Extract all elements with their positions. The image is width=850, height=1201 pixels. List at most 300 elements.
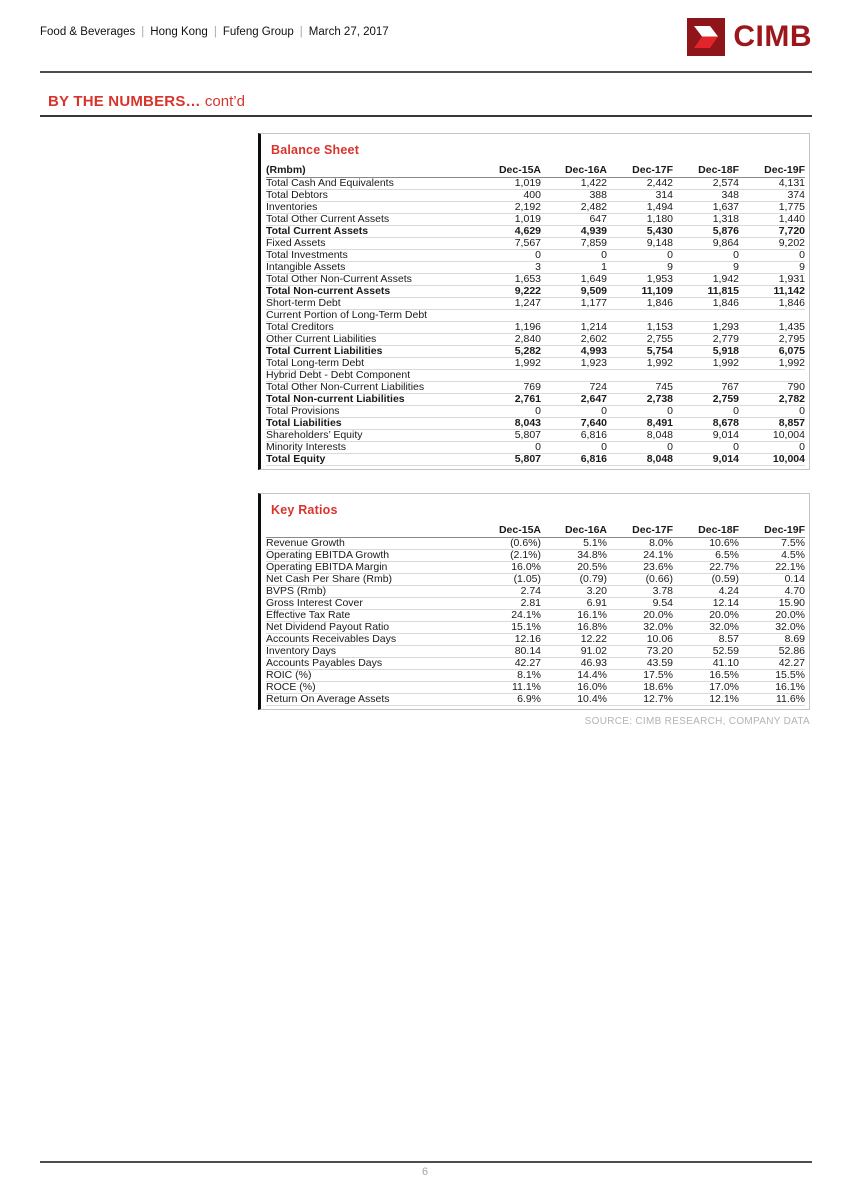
cell-value: 9,014 [673,453,739,465]
cell-value: 2,761 [475,393,541,405]
cell-value: 5,876 [673,225,739,237]
cell-value: 15.5% [739,669,805,681]
cell-value: 1,992 [739,357,805,369]
column-header: Dec-15A [475,164,541,177]
row-label: Short-term Debt [266,297,475,309]
section-divider [40,115,812,117]
cell-value [739,309,805,321]
cell-value: 4,939 [541,225,607,237]
row-label: Total Investments [266,249,475,261]
cell-value: 2,574 [673,177,739,189]
cell-value: 15.1% [475,621,541,633]
row-label: Revenue Growth [266,537,475,549]
cell-value: 1,846 [739,297,805,309]
cell-value: 8.1% [475,669,541,681]
cell-value: 5,282 [475,345,541,357]
cell-value: 8.0% [607,537,673,549]
cell-value: 1,293 [673,321,739,333]
row-label: Total Current Liabilities [266,345,475,357]
cell-value: 7,859 [541,237,607,249]
cell-value [673,369,739,381]
cell-value: 1,846 [673,297,739,309]
key-ratios-table [258,493,810,710]
cell-value: 1,435 [739,321,805,333]
cell-value: 9,202 [739,237,805,249]
row-label: Accounts Payables Days [266,657,475,669]
cell-value: 1,942 [673,273,739,285]
table-row [266,537,805,549]
cell-value: 16.1% [541,609,607,621]
cell-value: 20.0% [673,609,739,621]
cell-value: 0 [739,249,805,261]
cell-value: 4.24 [673,585,739,597]
cell-value: 52.59 [673,645,739,657]
column-header: Dec-18F [673,524,739,537]
cell-value: (0.79) [541,573,607,585]
table-row [266,321,805,333]
cell-value [475,309,541,321]
row-label: Inventories [266,201,475,213]
cell-value: 24.1% [607,549,673,561]
cell-value: 1,318 [673,213,739,225]
row-label: Accounts Receivables Days [266,633,475,645]
cell-value: 1,953 [607,273,673,285]
table-row [266,609,805,621]
cell-value: 1,846 [607,297,673,309]
row-label: Operating EBITDA Growth [266,549,475,561]
cell-value: 43.59 [607,657,673,669]
table-row [266,693,805,705]
cell-value: 24.1% [475,609,541,621]
column-header-row [266,164,805,177]
cell-value: 4,629 [475,225,541,237]
section-heading-suffix: cont’d [204,93,245,110]
cell-value: (2.1%) [475,549,541,561]
cell-value: 0 [475,441,541,453]
cell-value: 7,720 [739,225,805,237]
breadcrumb-separator: | [141,26,145,38]
cell-value: 0 [739,405,805,417]
cell-value: 0 [475,249,541,261]
unit-label [266,524,475,537]
row-label: Total Other Current Assets [266,213,475,225]
cell-value: 46.93 [541,657,607,669]
cell-value: 314 [607,189,673,201]
cell-value: 8,857 [739,417,805,429]
table-row [266,225,805,237]
table-row [266,453,805,465]
table-row [266,621,805,633]
cell-value: 22.1% [739,561,805,573]
cell-value: 0 [475,405,541,417]
row-label: Total Debtors [266,189,475,201]
row-label: Effective Tax Rate [266,609,475,621]
cell-value: 11,142 [739,285,805,297]
cell-value: 1,019 [475,177,541,189]
cell-value: 7,567 [475,237,541,249]
cell-value: 4.70 [739,585,805,597]
breadcrumb-separator: | [299,26,303,38]
breadcrumb-item-sector: Food & Beverages [40,26,136,38]
cell-value: 20.0% [739,609,805,621]
cell-value: 5,807 [475,453,541,465]
table-row [266,201,805,213]
cell-value: 1,440 [739,213,805,225]
cell-value: 1,931 [739,273,805,285]
balance-sheet-title: Balance Sheet [271,143,360,157]
cell-value: 91.02 [541,645,607,657]
cell-value: 41.10 [673,657,739,669]
cell-value: 647 [541,213,607,225]
table-row [266,177,805,189]
cell-value: 1,992 [673,357,739,369]
cell-value: 10.6% [673,537,739,549]
breadcrumb-item-region: Hong Kong [150,26,208,38]
cell-value: 42.27 [475,657,541,669]
cell-value: 1,180 [607,213,673,225]
cell-value: 15.90 [739,597,805,609]
cell-value: 9,148 [607,237,673,249]
section-heading [48,93,245,110]
cell-value: 9 [739,261,805,273]
cell-value: 0.14 [739,573,805,585]
cell-value: 2,779 [673,333,739,345]
cell-value: 2,738 [607,393,673,405]
row-label: ROIC (%) [266,669,475,681]
cell-value: 1,494 [607,201,673,213]
column-header: Dec-15A [475,524,541,537]
cell-value: 16.1% [739,681,805,693]
cell-value: 2,782 [739,393,805,405]
section-heading-bold: BY THE NUMBERS… [48,93,201,110]
column-header: Dec-19F [739,524,805,537]
breadcrumb-item-company: Fufeng Group [222,26,294,38]
cell-value: 2,755 [607,333,673,345]
cimb-logo-text: CIMB [733,20,812,53]
cell-value: 9 [673,261,739,273]
row-label: Net Cash Per Share (Rmb) [266,573,475,585]
table-row [266,417,805,429]
table-row [266,273,805,285]
cell-value: 0 [673,405,739,417]
row-label: Minority Interests [266,441,475,453]
cell-value: 9,509 [541,285,607,297]
cell-value: 8.69 [739,633,805,645]
cell-value: 790 [739,381,805,393]
unit-label: (Rmbm) [266,164,475,177]
table-row [266,429,805,441]
row-label: Current Portion of Long-Term Debt [266,309,475,321]
table-row [266,345,805,357]
cell-value: 6.91 [541,597,607,609]
cell-value: 2.74 [475,585,541,597]
cell-value: 22.7% [673,561,739,573]
cell-value: 12.22 [541,633,607,645]
table-row [266,681,805,693]
table-row [266,333,805,345]
cell-value: 0 [541,405,607,417]
cell-value: 32.0% [607,621,673,633]
cell-value: 2,795 [739,333,805,345]
header-divider [40,71,812,73]
table-row [266,249,805,261]
cell-value [541,369,607,381]
column-header: Dec-18F [673,164,739,177]
row-label: Other Current Liabilities [266,333,475,345]
table-row [266,657,805,669]
row-label: Total Cash And Equivalents [266,177,475,189]
breadcrumb-item-date: March 27, 2017 [308,26,389,38]
row-label: Total Provisions [266,405,475,417]
cell-value: 7.5% [739,537,805,549]
table-row [266,309,805,321]
cell-value [475,369,541,381]
cell-value: 4,131 [739,177,805,189]
cell-value: (1.05) [475,573,541,585]
row-label: BVPS (Rmb) [266,585,475,597]
cell-value: 767 [673,381,739,393]
cell-value: 12.7% [607,693,673,705]
cell-value: 769 [475,381,541,393]
cell-value: 2,442 [607,177,673,189]
cell-value: 18.6% [607,681,673,693]
cell-value: 14.4% [541,669,607,681]
cell-value: 1,992 [475,357,541,369]
cell-value: 52.86 [739,645,805,657]
cell-value: 2,192 [475,201,541,213]
cell-value: 17.0% [673,681,739,693]
cell-value: 6.9% [475,693,541,705]
breadcrumb-separator: | [213,26,217,38]
cell-value: 9.54 [607,597,673,609]
cell-value: 20.5% [541,561,607,573]
cimb-logo [686,17,812,57]
table-row [266,633,805,645]
cell-value: 9 [607,261,673,273]
cell-value: 1,637 [673,201,739,213]
cell-value: 5,918 [673,345,739,357]
cell-value: 348 [673,189,739,201]
cell-value: 1,992 [607,357,673,369]
table-row [266,357,805,369]
cell-value: 1,196 [475,321,541,333]
cell-value: 724 [541,381,607,393]
cell-value: 0 [607,441,673,453]
cell-value: 3.20 [541,585,607,597]
balance-sheet-table [258,133,810,470]
row-label: Shareholders’ Equity [266,429,475,441]
cell-value: 11,109 [607,285,673,297]
row-label: Total Other Non-Current Assets [266,273,475,285]
row-label: Total Liabilities [266,417,475,429]
table-row [266,405,805,417]
table-row [266,597,805,609]
cell-value: 1,214 [541,321,607,333]
cell-value: 1,422 [541,177,607,189]
cell-value: 0 [673,249,739,261]
cell-value: 1,775 [739,201,805,213]
cell-value: 2,602 [541,333,607,345]
balance-sheet-grid [266,164,805,466]
row-label: Fixed Assets [266,237,475,249]
cell-value: 16.5% [673,669,739,681]
cell-value: 42.27 [739,657,805,669]
cell-value: 4,993 [541,345,607,357]
cell-value: 0 [673,441,739,453]
cell-value: 374 [739,189,805,201]
cell-value: 8.57 [673,633,739,645]
cell-value: 12.16 [475,633,541,645]
cell-value: 9,864 [673,237,739,249]
page-number: 6 [421,1166,429,1178]
cell-value: 11.1% [475,681,541,693]
row-label: Inventory Days [266,645,475,657]
table-row [266,213,805,225]
cell-value: 2,759 [673,393,739,405]
cell-value: 10.06 [607,633,673,645]
cell-value: 1 [541,261,607,273]
cell-value: 2,840 [475,333,541,345]
cell-value: 17.5% [607,669,673,681]
cell-value: 16.8% [541,621,607,633]
cell-value [607,309,673,321]
cimb-logo-icon [686,17,726,57]
table-row [266,669,805,681]
row-label: Total Current Assets [266,225,475,237]
row-label: Total Non-current Liabilities [266,393,475,405]
cell-value [607,369,673,381]
cell-value: 0 [739,441,805,453]
cell-value: 32.0% [739,621,805,633]
cell-value: 745 [607,381,673,393]
table-row [266,285,805,297]
cell-value: 2,647 [541,393,607,405]
row-label: Intangible Assets [266,261,475,273]
cell-value: 6,075 [739,345,805,357]
table-row [266,645,805,657]
table-row [266,561,805,573]
column-header: Dec-17F [607,164,673,177]
cell-value: 388 [541,189,607,201]
cell-value: 12.14 [673,597,739,609]
table-row [266,573,805,585]
cell-value: 5,807 [475,429,541,441]
cell-value: (0.6%) [475,537,541,549]
source-note: SOURCE: CIMB RESEARCH, COMPANY DATA [584,716,810,727]
cell-value: 5,754 [607,345,673,357]
cell-value: 80.14 [475,645,541,657]
cell-value: 1,177 [541,297,607,309]
column-header: Dec-16A [541,164,607,177]
row-label: Gross Interest Cover [266,597,475,609]
cell-value: 11,815 [673,285,739,297]
cell-value: 9,014 [673,429,739,441]
table-row [266,585,805,597]
cell-value: 10,004 [739,453,805,465]
row-label: Net Dividend Payout Ratio [266,621,475,633]
cell-value: 0 [541,441,607,453]
key-ratios-title: Key Ratios [271,503,338,517]
cell-value: 8,043 [475,417,541,429]
cell-value: 1,247 [475,297,541,309]
cell-value: 1,923 [541,357,607,369]
row-label: Return On Average Assets [266,693,475,705]
cell-value: 10,004 [739,429,805,441]
row-label: ROCE (%) [266,681,475,693]
cell-value: 5.1% [541,537,607,549]
cell-value: 16.0% [475,561,541,573]
row-label: Total Other Non-Current Liabilities [266,381,475,393]
cell-value: 1,019 [475,213,541,225]
cell-value: 10.4% [541,693,607,705]
cell-value [739,369,805,381]
table-row [266,381,805,393]
cell-value: 5,430 [607,225,673,237]
cell-value: 3 [475,261,541,273]
cell-value [673,309,739,321]
cell-value: 8,678 [673,417,739,429]
cell-value: 20.0% [607,609,673,621]
cell-value: 8,048 [607,453,673,465]
column-header: Dec-17F [607,524,673,537]
cell-value: 8,048 [607,429,673,441]
row-label: Hybrid Debt - Debt Component [266,369,475,381]
cell-value: 6,816 [541,453,607,465]
cell-value: 7,640 [541,417,607,429]
row-label: Operating EBITDA Margin [266,561,475,573]
key-ratios-grid [266,524,805,706]
cell-value: 0 [607,249,673,261]
column-header-row [266,524,805,537]
table-row [266,393,805,405]
cell-value: 2.81 [475,597,541,609]
cell-value: 11.6% [739,693,805,705]
cell-value: 23.6% [607,561,673,573]
cell-value: 32.0% [673,621,739,633]
table-row [266,441,805,453]
cell-value: 12.1% [673,693,739,705]
row-label: Total Equity [266,453,475,465]
cell-value: 73.20 [607,645,673,657]
cell-value: 3.78 [607,585,673,597]
cell-value: 9,222 [475,285,541,297]
table-row [266,237,805,249]
cell-value: 0 [607,405,673,417]
cell-value: (0.66) [607,573,673,585]
cell-value: 1,649 [541,273,607,285]
cell-value: 34.8% [541,549,607,561]
cell-value [541,309,607,321]
cell-value: 2,482 [541,201,607,213]
table-row [266,189,805,201]
footer-divider [40,1161,812,1163]
cell-value: 400 [475,189,541,201]
cell-value: 1,653 [475,273,541,285]
cell-value: 6.5% [673,549,739,561]
column-header: Dec-16A [541,524,607,537]
table-row [266,261,805,273]
cell-value: 16.0% [541,681,607,693]
row-label: Total Non-current Assets [266,285,475,297]
row-label: Total Long-term Debt [266,357,475,369]
table-row [266,297,805,309]
cell-value: 8,491 [607,417,673,429]
table-row [266,369,805,381]
cell-value: 0 [541,249,607,261]
cell-value: 1,153 [607,321,673,333]
row-label: Total Creditors [266,321,475,333]
table-row [266,549,805,561]
